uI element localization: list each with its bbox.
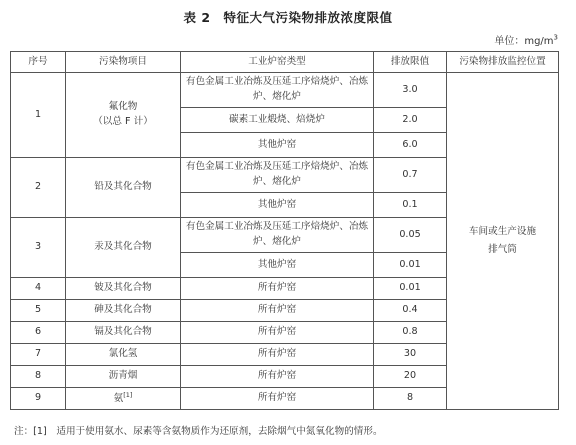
- header-cell: 污染物排放监控位置: [447, 52, 559, 73]
- limit-value: 0.7: [374, 158, 447, 193]
- pollutant-text: 氨: [113, 393, 124, 405]
- furnace-type: 其他炉窑: [181, 133, 374, 158]
- limit-value: 2.0: [374, 108, 447, 133]
- pollutant-name: [66, 388, 181, 410]
- furnace-type: 所有炉窑: [181, 322, 374, 344]
- furnace-type: 有色金属工业冶炼及压延工序焙烧炉、冶炼炉、熔化炉: [181, 218, 374, 253]
- pollutant-text: 氟化物 （以总 F 计）: [93, 101, 153, 127]
- limit-value: 8: [374, 388, 447, 410]
- pollutant-name: 镉及其化合物: [66, 322, 181, 344]
- limit-value: 0.01: [374, 278, 447, 300]
- furnace-type: 有色金属工业冶炼及压延工序焙烧炉、冶炼炉、熔化炉: [181, 73, 374, 108]
- footnote-marker: [1]: [123, 390, 133, 399]
- emission-limits-table: [10, 51, 559, 410]
- furnace-type: 所有炉窑: [181, 300, 374, 322]
- limit-value: 0.8: [374, 322, 447, 344]
- row-number: 7: [11, 344, 66, 366]
- footnote: 注：[1] 适用于使用氨水、尿素等含氨物质作为还原剂，去除烟气中氮氧化物的情形。: [14, 426, 383, 437]
- pollutant-name: 铅及其化合物: [66, 158, 181, 218]
- furnace-type: 所有炉窑: [181, 344, 374, 366]
- unit-superscript: 3: [553, 33, 558, 42]
- row-number: 9: [11, 388, 66, 410]
- pollutant-name: 砷及其化合物: [66, 300, 181, 322]
- monitor-location: [447, 73, 559, 410]
- furnace-type: 所有炉窑: [181, 366, 374, 388]
- table-header-row: [11, 52, 559, 73]
- limit-value: 20: [374, 366, 447, 388]
- furnace-type: 其他炉窑: [181, 193, 374, 218]
- limit-value: 0.1: [374, 193, 447, 218]
- row-number: 3: [11, 218, 66, 278]
- row-number: 1: [11, 73, 66, 158]
- row-number: 5: [11, 300, 66, 322]
- header-cell: 污染物项目: [66, 52, 181, 73]
- unit-text: 单位：mg/m: [494, 36, 554, 47]
- row-number: 4: [11, 278, 66, 300]
- furnace-type: 其他炉窑: [181, 253, 374, 278]
- table-row: [11, 73, 559, 108]
- limit-value: 30: [374, 344, 447, 366]
- pollutant-name: 沥青烟: [66, 366, 181, 388]
- pollutant-name: 铍及其化合物: [66, 278, 181, 300]
- header-cell: 序号: [11, 52, 66, 73]
- furnace-type: 有色金属工业冶炼及压延工序焙烧炉、冶炼炉、熔化炉: [181, 158, 374, 193]
- pollutant-name: 氯化氢: [66, 344, 181, 366]
- furnace-type: 所有炉窑: [181, 278, 374, 300]
- table-title: 表 2 特征大气污染物排放浓度限值: [183, 10, 393, 25]
- monitor-location-text: 车间或生产设施 排气筒: [468, 225, 537, 255]
- row-number: 6: [11, 322, 66, 344]
- furnace-type: 碳素工业煅烧、焙烧炉: [181, 108, 374, 133]
- header-cell: 排放限值: [374, 52, 447, 73]
- pollutant-name: 汞及其化合物: [66, 218, 181, 278]
- pollutant-name: [66, 73, 181, 158]
- furnace-type: 所有炉窑: [181, 388, 374, 410]
- limit-value: 0.05: [374, 218, 447, 253]
- limit-value: 6.0: [374, 133, 447, 158]
- limit-value: 0.4: [374, 300, 447, 322]
- limit-value: 3.0: [374, 73, 447, 108]
- limit-value: 0.01: [374, 253, 447, 278]
- row-number: 8: [11, 366, 66, 388]
- row-number: 2: [11, 158, 66, 218]
- unit-label: [494, 32, 558, 47]
- header-cell: 工业炉窑类型: [181, 52, 374, 73]
